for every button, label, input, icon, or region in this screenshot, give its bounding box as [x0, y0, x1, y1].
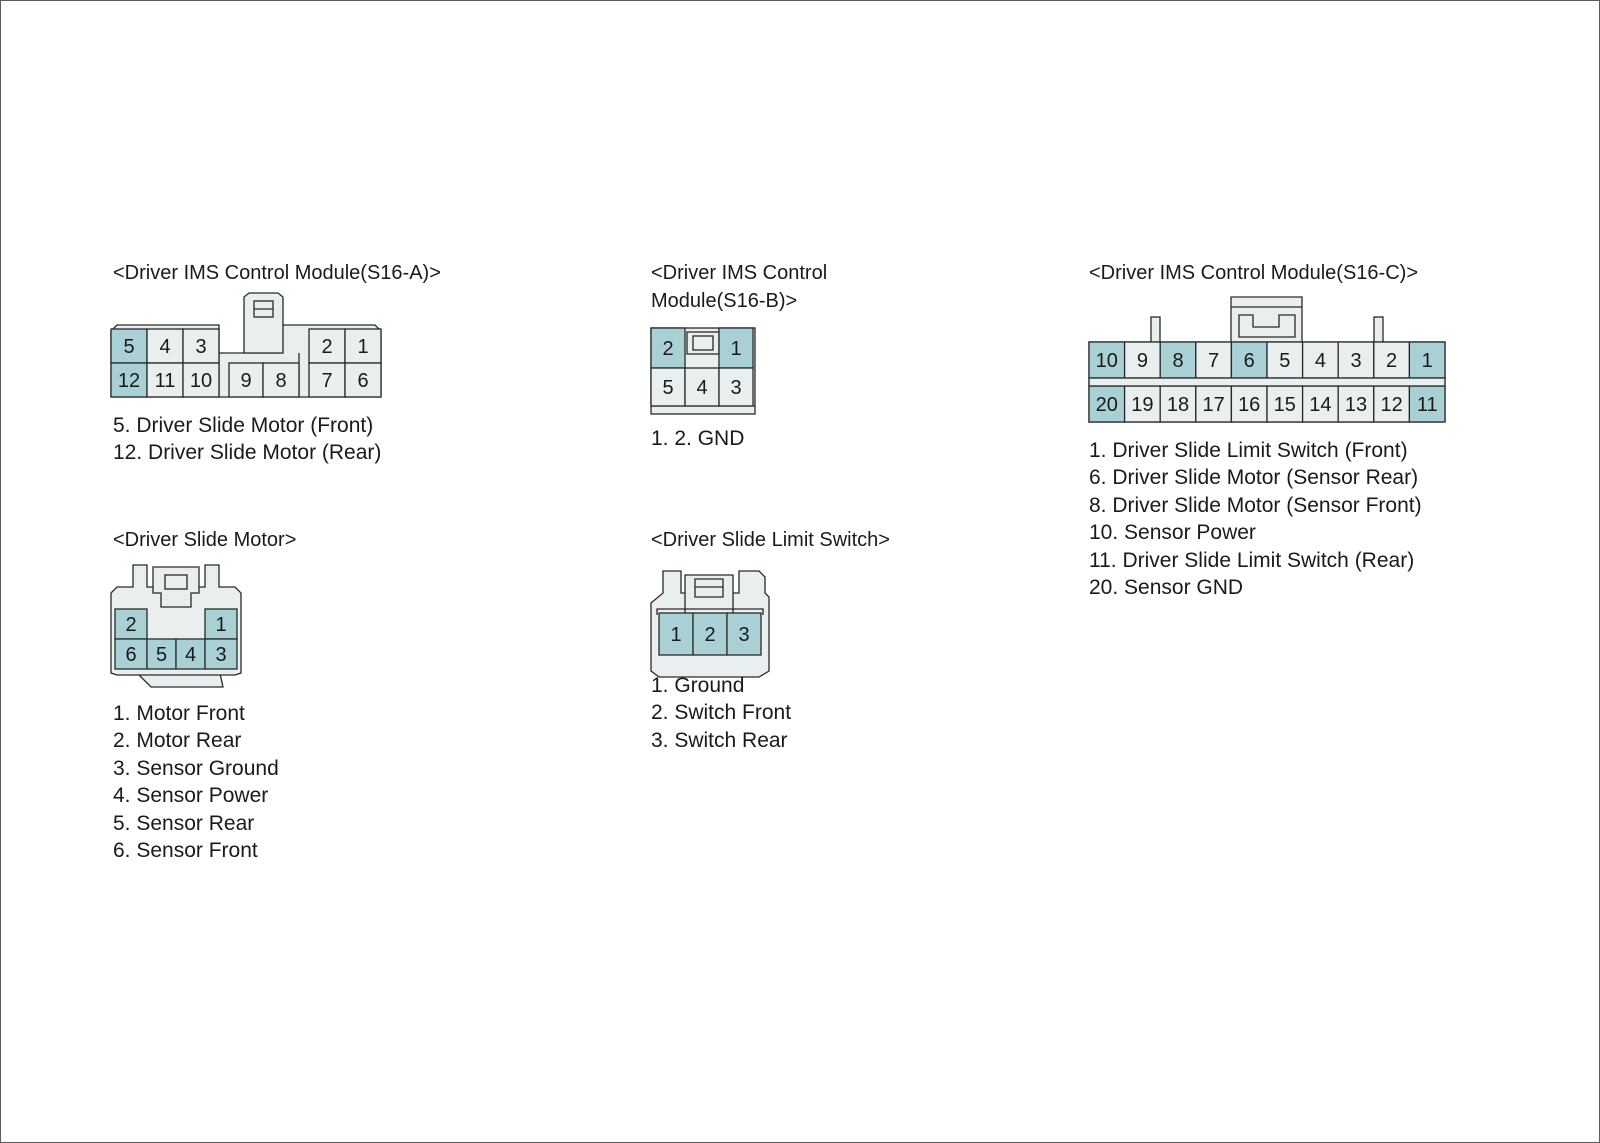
- connector-s16b-title: [651, 259, 827, 315]
- pin-label: 14: [1309, 394, 1332, 416]
- pin-label: 3: [730, 377, 742, 399]
- connector-s16c-legend-item: 1. Driver Slide Limit Switch (Front): [1089, 439, 1408, 462]
- connector-s16b-title-line2: Module(S16-B)>: [651, 290, 798, 312]
- pin-label: 5: [1279, 350, 1291, 372]
- connector-s16b-legend: [651, 425, 744, 452]
- pin-label: 1: [215, 614, 227, 636]
- connector-slide-motor-diagram: [111, 565, 246, 691]
- pin-label: 2: [662, 338, 674, 360]
- connector-s16c-title: <Driver IMS Control Module(S16-C)>: [1089, 262, 1418, 284]
- connector-slide-motor-legend-item: 1. Motor Front: [113, 702, 245, 725]
- pin-label: 11: [154, 370, 176, 392]
- connector-s16c-legend-item: 6. Driver Slide Motor (Sensor Rear): [1089, 466, 1419, 490]
- connector-slide-motor-legend-item: 2. Motor Rear: [113, 729, 242, 753]
- connector-slide-motor-legend-item: 5. Sensor Rear: [113, 811, 255, 835]
- connector-limit-switch-legend: [651, 672, 791, 754]
- connector-s16a-legend-item: 5. Driver Slide Motor (Front): [113, 414, 374, 437]
- pin-label: 5: [123, 336, 135, 358]
- pin-label: 2: [1386, 350, 1398, 372]
- pin-label: 12: [1380, 394, 1403, 416]
- pin-label: 8: [275, 370, 287, 392]
- pin-label: 18: [1166, 394, 1190, 416]
- connector-limit-switch-legend-item: 1. Ground: [651, 674, 745, 697]
- connector-s16c-legend-item: 11. Driver Slide Limit Switch (Rear): [1089, 548, 1415, 572]
- connector-limit-switch-lock: [685, 575, 733, 617]
- pin-label: 16: [1238, 394, 1261, 416]
- connector-s16c-guide-right: [1374, 317, 1383, 343]
- pin-label: 4: [184, 644, 197, 666]
- pin-label: 1: [357, 336, 369, 358]
- connector-s16a-lock: [244, 293, 283, 353]
- connector-limit-switch-legend-item: 2. Switch Front: [651, 701, 792, 725]
- pin-label: 2: [704, 624, 716, 646]
- connector-s16c-lock: [1231, 297, 1302, 343]
- connector-s16c-guide-left: [1151, 317, 1160, 343]
- pin-label: 10: [1095, 350, 1118, 372]
- connector-s16a-legend: [113, 412, 381, 467]
- pin-label: 20: [1095, 394, 1118, 416]
- pin-label: 3: [215, 644, 227, 666]
- pin-label: 3: [738, 624, 750, 646]
- connector-limit-switch-legend-item: 3. Switch Rear: [651, 728, 788, 752]
- pin-label: 12: [117, 370, 141, 392]
- pin-label: 1: [1421, 350, 1433, 372]
- pin-label: 4: [159, 336, 171, 358]
- pin-label: 10: [189, 370, 213, 392]
- pin-label: 2: [321, 336, 333, 358]
- connector-slide-motor-legend-item: 4. Sensor Power: [113, 784, 269, 808]
- pin-label: 6: [1243, 350, 1255, 372]
- pin-label: 5: [662, 377, 674, 399]
- connector-s16b-legend-item: 1. 2. GND: [651, 427, 745, 450]
- connector-slide-motor-legend-item: 6. Sensor Front: [113, 839, 258, 863]
- pin-label: 11: [1416, 394, 1438, 416]
- connector-s16c-legend-item: 20. Sensor GND: [1089, 576, 1244, 600]
- pin-label: 7: [321, 370, 333, 392]
- connector-s16c-diagram: [1089, 297, 1454, 432]
- pin-label: 3: [195, 336, 207, 358]
- connector-limit-switch-diagram: [651, 571, 776, 681]
- connector-slide-motor-legend: [113, 700, 279, 864]
- pin-label: 4: [1314, 350, 1326, 372]
- pin-label: 1: [730, 338, 742, 360]
- connector-limit-switch-title: <Driver Slide Limit Switch>: [651, 529, 890, 551]
- connector-slide-motor-legend-item: 3. Sensor Ground: [113, 756, 279, 780]
- pin-label: 5: [155, 644, 168, 666]
- connector-slide-motor-title: <Driver Slide Motor>: [113, 529, 297, 551]
- pin-label: 3: [1350, 350, 1362, 372]
- pin-label: 19: [1131, 394, 1154, 416]
- pin-label: 15: [1273, 394, 1296, 416]
- pin-label: 6: [125, 644, 137, 666]
- connector-s16c-legend-item: 8. Driver Slide Motor (Sensor Front): [1089, 493, 1422, 517]
- connector-s16b-title-line1: <Driver IMS Control: [651, 262, 828, 284]
- connector-s16b-diagram: [651, 328, 761, 423]
- pin-label: 6: [357, 370, 369, 392]
- pin-label: 9: [240, 370, 252, 392]
- connector-s16a-legend-item: 12. Driver Slide Motor (Rear): [113, 441, 382, 465]
- pin-label: 1: [670, 624, 682, 646]
- connector-s16a-diagram: [111, 293, 386, 403]
- pin-label: 13: [1344, 394, 1368, 416]
- pin-label: 9: [1136, 350, 1148, 372]
- pin-label: 8: [1172, 350, 1184, 372]
- pin-label: 7: [1208, 350, 1220, 372]
- pin-label: 2: [125, 614, 137, 636]
- pin-label: 4: [696, 377, 708, 399]
- pin-label: 17: [1202, 394, 1225, 416]
- connector-s16c-legend-item: 10. Sensor Power: [1089, 521, 1256, 545]
- connector-s16a-title: <Driver IMS Control Module(S16-A)>: [113, 262, 441, 284]
- connector-s16c-legend: [1089, 437, 1422, 601]
